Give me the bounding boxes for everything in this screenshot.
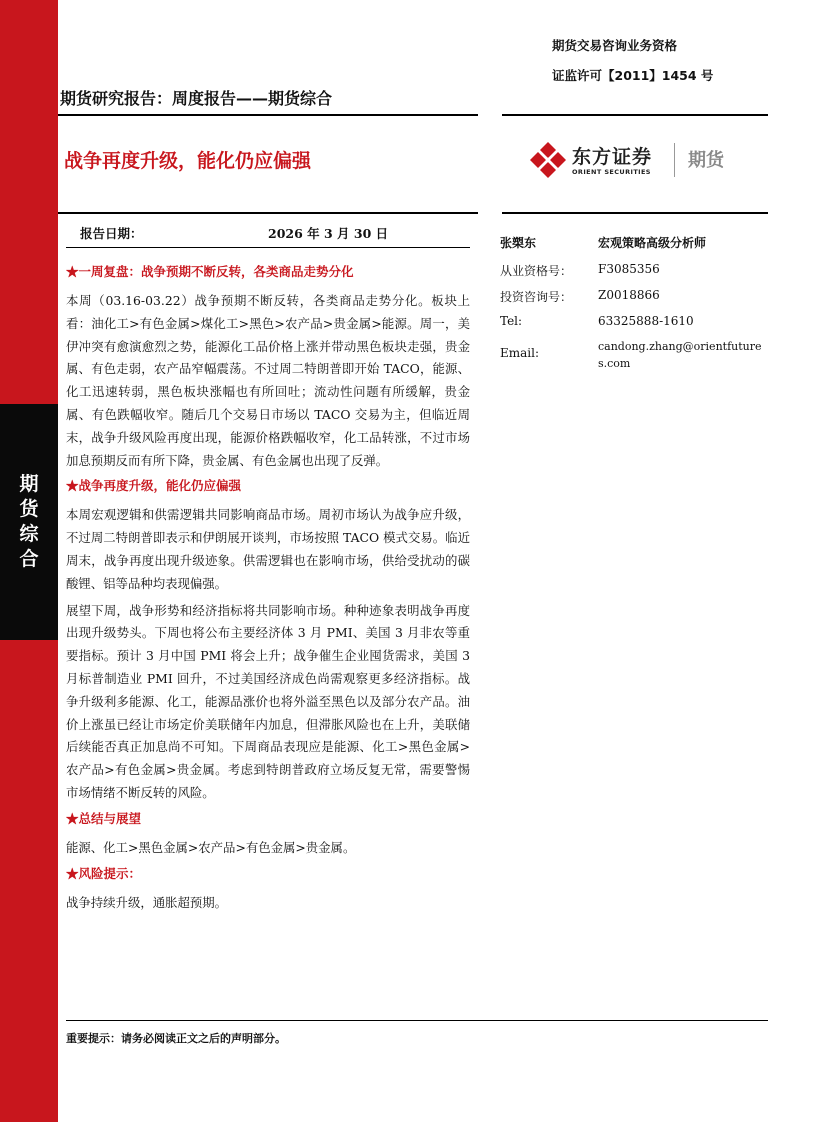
orient-securities-diamond-logo-icon [528, 140, 568, 180]
analyst-detail-label: Tel: [500, 314, 523, 328]
date-rule-top [58, 212, 478, 214]
logo-name-cn: 东方证券 [572, 146, 653, 168]
side-tab-char: 合 [19, 548, 39, 570]
analyst-detail-label: 投资咨询号： [500, 290, 573, 304]
header-rule-right [502, 114, 768, 116]
side-tab-char: 期 [19, 473, 39, 495]
qualification-line-2: 证监许可【2011】1454 号 [552, 68, 714, 83]
analyst-name: 张槊东 [500, 236, 537, 250]
analyst-detail-value: Z0018866 [598, 288, 660, 302]
analyst-title: 宏观策略高级分析师 [598, 236, 707, 250]
report-series: 期货研究报告：周度报告——期货综合 [60, 89, 333, 108]
company-logo [528, 140, 768, 182]
section-heading: ★风险提示： [66, 865, 142, 881]
analyst-detail-label: Email: [500, 346, 540, 360]
logo-division: 期货 [688, 150, 724, 171]
logo-name-en: ORIENT SECURITIES [572, 168, 651, 176]
report-body [66, 262, 470, 918]
side-tab-char: 综 [19, 523, 39, 545]
analyst-detail-row [500, 262, 768, 282]
body-paragraph: 本周宏观逻辑和供需逻辑共同影响商品市场。周初市场认为战争应升级，不过周二特朗普即表示和伊朗展开谈判，市场按照 TACO 模式交易。临近周末，战争再度出现升级迹象。供需逻辑也在影响市场，供给受扰动的碳酸锂、铝等品种均表现偏强。 [66, 507, 470, 591]
body-paragraph: 战争持续升级，通胀超预期。 [66, 894, 228, 910]
report-date-value: 2026 年 3 月 30 日 [268, 226, 389, 241]
body-paragraph: 本周（03.16-03.22）战争预期不断反转，各类商品走势分化。板块上看：油化工>有色金属>煤化工>黑色>农产品>贵金属>能源。周一，美伊冲突有愈演愈烈之势，能源化工品价格上涨并带动黑色板块走强，贵金属、有色走弱，农产品窄幅震荡。不过周二特朗普即开始 TACO，能源、化工迅速转弱，黑色板块涨幅也有所回吐；流动性问题有所缓解，贵金属、有色跌幅收窄。随后几个交易日市场以 TACO 交易为主，但临近周末，战争升级风险再度出现，能源价格跌幅收窄，化工品转涨，不过市场加息预期反而有所下降，贵金属、有色金属也出现了反弹。 [66, 293, 470, 468]
report-title: 战争再度升级，能化仍应偏强 [64, 150, 312, 172]
qualification-line-1: 期货交易咨询业务资格 [552, 38, 678, 53]
body-paragraph: 展望下周，战争形势和经济指标将共同影响市场。种种迹象表明战争再度出现升级势头。下周也将公布主要经济体 3 月 PMI、美国 3 月非农等重要指标。预计 3 月中国 PMI 将会上升；战争催生企业囤货需求，美国 3 月标普制造业 PMI 回升，不过美国经济成色尚需观察更多经济指标。战争升级利多能源、化工，能源品涨价也将外溢至黑色以及部分农产品。油价上涨虽已经让市场定价美联储年内加息，但滞胀风险也在上升，美联储后续能否真正加息尚不可知。下周商品表现应是能源、化工>黑色金属>农产品>有色金属>贵金属。考虑到特朗普政府立场反复无常，需要警惕市场情绪不断反转的风险。 [66, 602, 470, 800]
category-side-tab [0, 404, 58, 640]
analyst-name-row [500, 234, 768, 254]
logo-divider [674, 143, 675, 177]
date-rule-bottom [66, 247, 470, 248]
side-tab-char: 货 [19, 498, 39, 520]
analyst-detail-row [500, 338, 768, 378]
section-heading: ★战争再度升级，能化仍应偏强 [66, 478, 242, 494]
analyst-rule-top [502, 212, 768, 214]
analyst-email-link[interactable]: candong.zhang@orientfutures.com [598, 340, 762, 370]
body-paragraph: 能源、化工>黑色金属>农产品>有色金属>贵金属。 [66, 839, 356, 855]
analyst-detail-label: 从业资格号： [500, 264, 573, 278]
analyst-detail-value: 63325888-1610 [598, 314, 694, 328]
analyst-detail-row [500, 314, 768, 334]
report-date-label: 报告日期： [80, 226, 143, 241]
footer-notice: 重要提示：请务必阅读正文之后的声明部分。 [66, 1032, 286, 1045]
analyst-detail-value: F3085356 [598, 262, 660, 276]
section-heading: ★总结与展望 [66, 810, 142, 826]
section-heading: ★一周复盘：战争预期不断反转，各类商品走势分化 [66, 264, 354, 279]
analyst-detail-row [500, 288, 768, 308]
header-rule-left [58, 114, 478, 116]
footer-rule [66, 1020, 768, 1021]
